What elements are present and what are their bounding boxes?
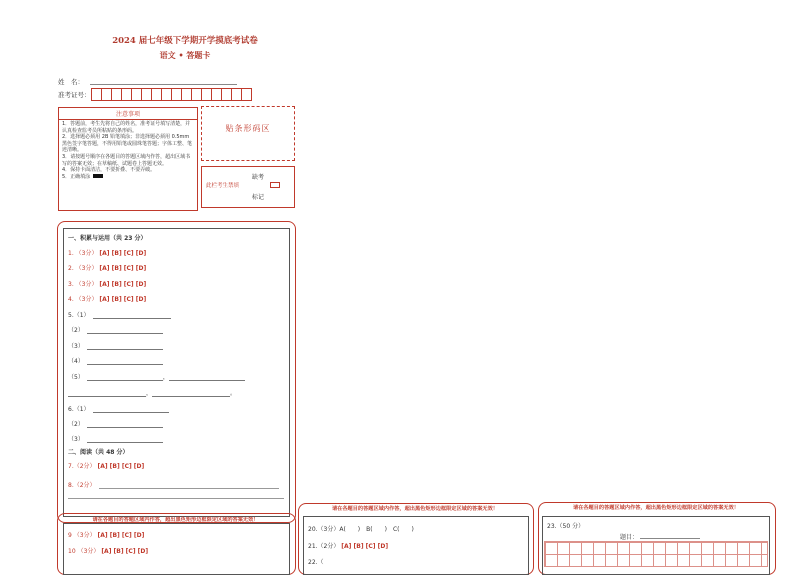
q5-line-2[interactable]: （2） xyxy=(68,325,163,334)
absent-box xyxy=(201,166,295,208)
notice-sample: 5．正确填涂 xyxy=(62,174,194,181)
choice-row-9[interactable]: 9 （3分） [A] [B] [C] [D] xyxy=(68,532,145,539)
choice-row-10[interactable]: 10 （3分） [A] [B] [C] [D] xyxy=(68,548,149,555)
absent-restricted-label: 此栏考生禁填 xyxy=(206,183,240,189)
q6-line-1[interactable]: 6.（1） xyxy=(68,404,169,413)
warning-text-col1: 请在各题目的答题区域内作答，超出黑色矩形边框限定区域的答案无效！ xyxy=(92,517,259,523)
notice-item: 4．保持卡面清洁，不要折叠、不要弄破。 xyxy=(62,167,156,174)
choice-row-3[interactable]: 3. （3分） [A] [B] [C] [D] xyxy=(68,281,147,288)
absent-top-label: 缺考 xyxy=(252,174,265,181)
q21-row[interactable]: 21.（2分） [A] [B] [C] [D] xyxy=(308,543,389,550)
essay-topic-label: 题目： xyxy=(620,534,639,541)
id-label: 准考证号： xyxy=(58,91,91,99)
q23-label: 23.（50 分） xyxy=(547,523,585,530)
warning-text-col2: 请在各题目的答题区域内作答，超出黑色矩形边框限定区域的答案无效！ xyxy=(331,506,498,512)
q5-line-4[interactable]: （4） xyxy=(68,356,163,365)
q8-row[interactable]: 8.（2分） xyxy=(68,480,279,489)
notice-item: 2．选择题必须用 2B 铅笔填涂；非选择题必须用 0.5mm 黑色签字笔答题，不得用铅笔或圆珠笔答题；字体工整、笔迹清晰。 xyxy=(62,134,193,154)
q6-line-2[interactable]: （2） xyxy=(68,419,163,428)
filled-mark-icon xyxy=(93,174,103,178)
q6-line-3[interactable]: （3） xyxy=(68,434,163,443)
choice-row-4[interactable]: 4. （3分） [A] [B] [C] [D] xyxy=(68,296,147,303)
q5-line-6[interactable]: ， 。 xyxy=(68,388,236,397)
choice-row-2[interactable]: 2. （3分） [A] [B] [C] [D] xyxy=(68,265,147,272)
section1-title: 一、积累与运用（共 23 分） xyxy=(68,235,147,242)
section2-title: 二、阅读（共 48 分） xyxy=(68,449,129,456)
name-field[interactable] xyxy=(90,84,237,85)
essay-topic-field[interactable] xyxy=(640,538,700,539)
absent-checkbox[interactable] xyxy=(270,182,280,188)
q22-row[interactable]: 22.（ xyxy=(308,559,324,566)
notice-item: 1．答题前，考生先将自己的姓名，准考证号填写清楚，并认真检查监考员所粘贴的条形码。 xyxy=(62,121,191,134)
q5-line-3[interactable]: （3） xyxy=(68,341,163,350)
q7-row[interactable]: 7.（2分） [A] [B] [C] [D] xyxy=(68,463,145,470)
notice-title: 注意事项 xyxy=(59,109,197,120)
name-label: 姓 名： xyxy=(58,78,84,86)
essay-grid[interactable] xyxy=(544,541,768,567)
notice-item: 3．请按题号顺序在各题目的答题区域内作答，超出区域书写的答案无效；在草稿纸、试题卷上答题无效。 xyxy=(62,153,191,167)
exam-subtitle: 语文 • 答题卡 xyxy=(159,50,211,60)
warning-text-col3: 请在各题目的答题区域内作答，超出黑色矩形边框限定区域的答案无效！ xyxy=(572,505,739,511)
q20-row[interactable]: 20.（3分）A( ) B( ) C( ) xyxy=(308,526,414,533)
id-cells[interactable] xyxy=(91,88,251,101)
barcode-label: 贴条形码区 xyxy=(225,124,271,133)
absent-bottom-label: 标记 xyxy=(252,194,265,201)
barcode-area xyxy=(201,106,295,161)
q8-line[interactable] xyxy=(68,498,284,499)
q5-line-5[interactable]: （5） ， xyxy=(68,372,245,381)
notice-box xyxy=(58,107,198,211)
id-cell[interactable] xyxy=(241,88,252,101)
exam-title: 2024 届七年级下学期开学摸底考试卷 xyxy=(112,36,258,46)
choice-row-1[interactable]: 1. （3分） [A] [B] [C] [D] xyxy=(68,250,147,257)
q5-line-1[interactable]: 5.（1） xyxy=(68,310,171,319)
